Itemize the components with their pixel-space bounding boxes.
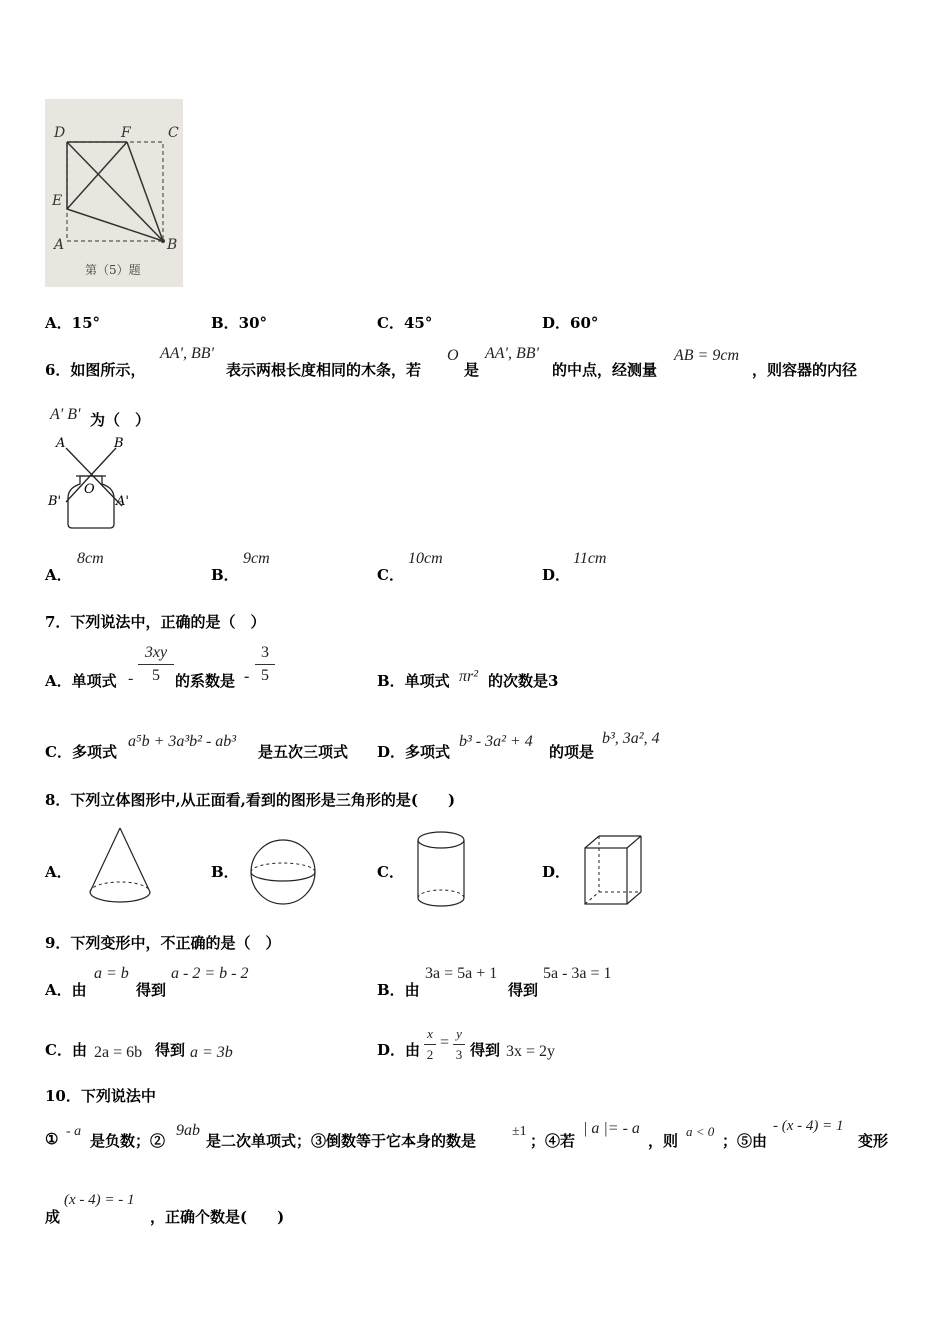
- q7-c-suffix: 是五次三项式: [258, 743, 349, 761]
- q9-d-equals: =: [440, 1034, 450, 1051]
- q9-b-prefix: B．由: [377, 981, 420, 999]
- q10-s7: 变形: [858, 1132, 889, 1150]
- q7-b-prefix: B．单项式: [377, 672, 450, 690]
- q6-option-c-letter: C．: [377, 566, 404, 584]
- q10-math-1: - a: [66, 1124, 82, 1139]
- q7-b-suffix: 的次数是3: [488, 672, 559, 690]
- q9-a-math-2: a - 2 = b - 2: [171, 965, 249, 982]
- q9-d-math-2: 3x = 2y: [506, 1043, 556, 1060]
- q7-a-frac1-num: 3xy: [144, 644, 168, 661]
- q6-option-d-letter: D．: [542, 566, 571, 584]
- q9-c-math-2: a = 3b: [190, 1044, 233, 1061]
- q5-geometry-diagram: [45, 99, 183, 287]
- q9-a-prefix: A．由: [45, 981, 87, 999]
- q9-c-mid: 得到: [155, 1041, 186, 1059]
- q9-d-frac-y-den: 3: [455, 1047, 463, 1062]
- q8-stem: 8．下列立体图形中,从正面看,看到的图形是三角形的是( ): [45, 791, 456, 809]
- q6-text-5: 为（ ）: [90, 411, 151, 429]
- q6-text-4: ，则容器的内径: [752, 361, 858, 379]
- q9-d-fraction-y: [453, 1026, 465, 1063]
- q6-option-c-value: 10cm: [408, 550, 443, 567]
- q7-a-fraction-1: [138, 644, 174, 685]
- q5-point-d: D: [54, 125, 66, 141]
- q5-point-e: E: [52, 193, 63, 209]
- q9-c-prefix: C．由: [45, 1041, 87, 1059]
- q8-sphere-shape: [247, 836, 319, 908]
- q6-point-b-prime: B': [48, 494, 62, 509]
- q7-c-prefix: C．多项式: [45, 743, 117, 761]
- q9-c-math-1: 2a = 6b: [94, 1044, 143, 1061]
- q7-a-prefix: A．单项式: [45, 672, 117, 690]
- q6-prefix: 6．如图所示，: [45, 361, 146, 379]
- q6-option-b-letter: B．: [211, 566, 239, 584]
- q8-cone-shape: [85, 824, 155, 910]
- q5-point-a: A: [54, 237, 65, 253]
- q10-s6: ；⑤由: [722, 1132, 768, 1150]
- q10-math-3: ±1: [512, 1124, 527, 1139]
- q10-s9: ，正确个数是( ): [150, 1208, 285, 1226]
- q7-a-frac2-num: 3: [261, 644, 269, 661]
- q9-d-fraction-x: [424, 1026, 436, 1063]
- q9-d-mid: 得到: [470, 1041, 501, 1059]
- q10-math-5: a < 0: [686, 1124, 715, 1139]
- q7-a-frac1-den: 5: [152, 667, 160, 684]
- q5-option-d: D．60°: [542, 314, 599, 332]
- q6-point-a-prime: A': [116, 494, 129, 509]
- q6-math-aa-bb-2: AA', BB': [485, 345, 539, 362]
- q6-option-a-value: 8cm: [77, 550, 104, 567]
- q6-point-b: B: [114, 436, 124, 451]
- q9-b-math-2: 5a - 3a = 1: [543, 965, 612, 982]
- q6-option-a-letter: A．: [45, 566, 72, 584]
- q6-text-2: 是: [464, 361, 480, 379]
- q7-a-minus-2: -: [244, 668, 250, 685]
- q9-d-prefix: D．由: [377, 1041, 421, 1059]
- q10-s5: ，则: [648, 1132, 679, 1150]
- q10-s3: 是二次单项式；③倒数等于它本身的数是: [206, 1132, 477, 1150]
- q10-s1: ①: [45, 1130, 59, 1148]
- q6-math-ab: AB = 9cm: [674, 347, 739, 364]
- q5-point-f: F: [121, 125, 131, 141]
- q8-option-b: B．: [211, 863, 239, 881]
- q8-option-a: A．: [45, 863, 72, 881]
- q5-option-b: B．30°: [211, 314, 268, 332]
- q7-b-math: πr²: [459, 668, 479, 685]
- q7-d-math-2: b³, 3a², 4: [602, 730, 660, 747]
- q7-d-mid: 的项是: [549, 743, 595, 761]
- q10-s4: ；④若: [530, 1132, 576, 1150]
- q6-point-a: A: [56, 436, 66, 451]
- q5-point-c: C: [168, 125, 179, 141]
- q9-d-frac-y-num: y: [456, 1026, 462, 1041]
- q7-a-fraction-2: [255, 644, 275, 685]
- q10-math-7: (x - 4) = - 1: [64, 1192, 135, 1208]
- q5-option-c: C．45°: [377, 314, 433, 332]
- q6-point-o: O: [84, 482, 95, 497]
- q7-a-mid: 的系数是: [175, 672, 236, 690]
- q7-a-minus-1: -: [128, 670, 134, 687]
- q9-b-mid: 得到: [508, 981, 539, 999]
- q6-text-1: 表示两根长度相同的木条，若: [226, 361, 422, 379]
- q9-b-math-1: 3a = 5a + 1: [425, 965, 498, 982]
- q10-math-2: 9ab: [176, 1122, 200, 1139]
- q9-d-frac-x-num: x: [427, 1026, 433, 1041]
- q6-math-aa-bb: AA', BB': [160, 345, 214, 362]
- q5-point-b: B: [167, 237, 178, 253]
- q8-option-c: C．: [377, 863, 404, 881]
- q9-d-frac-x-den: 2: [426, 1047, 434, 1062]
- q7-d-prefix: D．多项式: [377, 743, 451, 761]
- q7-c-math: a⁵b + 3a³b² - ab³: [128, 733, 237, 750]
- q8-option-d: D．: [542, 863, 571, 881]
- q6-math-o: O: [447, 347, 459, 364]
- q6-option-b-value: 9cm: [243, 550, 270, 567]
- q10-math-6: - (x - 4) = 1: [773, 1118, 844, 1134]
- q5-option-a: A．15°: [45, 314, 101, 332]
- q7-stem: 7．下列说法中，正确的是（ ）: [45, 613, 266, 631]
- q10-stem: 10．下列说法中: [45, 1087, 156, 1105]
- q8-cylinder-shape: [414, 828, 468, 912]
- q6-text-3: 的中点，经测量: [552, 361, 658, 379]
- q10-s2: 是负数；②: [90, 1132, 166, 1150]
- q6-figure: [46, 436, 136, 532]
- q7-a-frac2-den: 5: [261, 667, 269, 684]
- q8-cuboid-shape: [582, 834, 644, 908]
- q9-stem: 9．下列变形中，不正确的是（ ）: [45, 934, 281, 952]
- q6-option-d-value: 11cm: [573, 550, 607, 567]
- q9-a-mid: 得到: [136, 981, 167, 999]
- q10-s8: 成: [45, 1208, 61, 1226]
- q5-figure: [45, 99, 183, 287]
- q7-d-math-1: b³ - 3a² + 4: [459, 733, 533, 750]
- q6-math-ab-prime: A' B': [50, 406, 81, 423]
- q10-math-4: | a |= - a: [583, 1120, 640, 1137]
- q5-figure-label: 第（5）题: [85, 263, 141, 277]
- q9-a-math-1: a = b: [94, 965, 129, 982]
